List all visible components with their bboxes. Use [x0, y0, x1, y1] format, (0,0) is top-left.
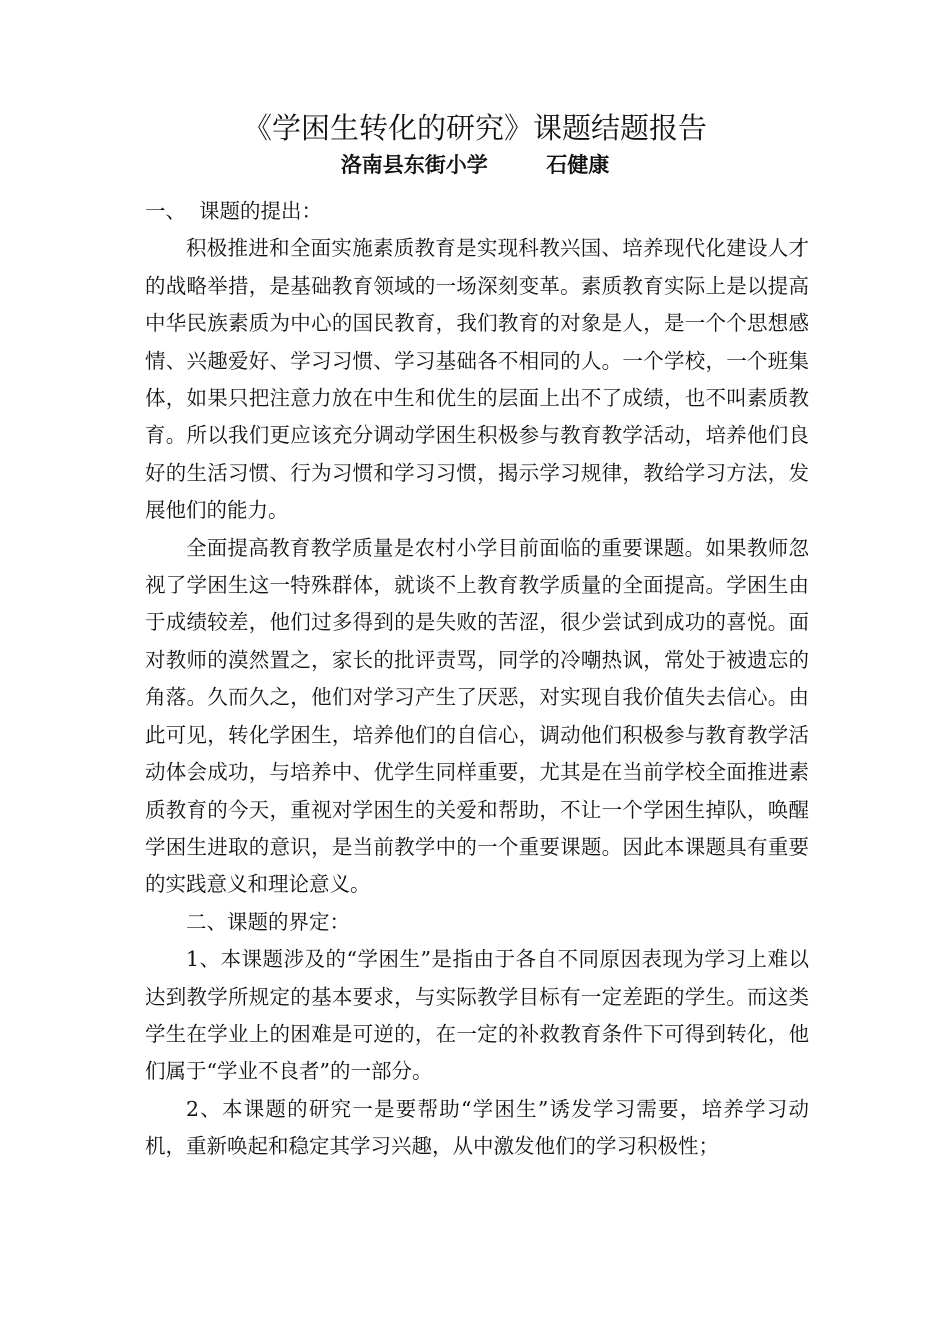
section-heading-1: 一、 课题的提出：	[145, 199, 323, 223]
author-line: 洛南县东街小学 石健康	[340, 153, 610, 177]
document-title: 《学困生转化的研究》课题结题报告	[242, 111, 707, 145]
section-heading-2: 二、课题的界定：	[186, 909, 350, 934]
paragraph-1: 积极推进和全面实施素质教育是实现科教兴国、培养现代化建设人才的战略举措，是基础教育领域的一场深刻变革。素质教育实际上是以提高中华民族素质为中心的国民教育，我们教育的对象是人，是一个个思想感情、兴趣爱好、学习习惯、学习基础各不相同的人。一个学校，一个班集体，如果只把注意力放在中生和优生的层面上出不了成绩，也不叫素质教育。所以我们更应该充分调动学困生积极参与教育教学活动，培养他们良好的生活习惯、行为习惯和学习习惯，揭示学习规律，教给学习方法，发展他们的能力。	[145, 236, 809, 523]
paragraph-4: 2、本课题的研究一是要帮助“学困生”诱发学习需要，培养学习动机，重新唤起和稳定其学习兴趣，从中激发他们的学习积极性；	[145, 1096, 809, 1159]
document-body	[145, 193, 809, 1166]
paragraph-3: 1、本课题涉及的“学困生”是指由于各自不同原因表现为学习上难以达到教学所规定的基本要求，与实际教学目标有一定差距的学生。而这类学生在学业上的困难是可逆的，在一定的补救教育条件下可得到转化，他们属于“学业不良者”的一部分。	[145, 947, 809, 1084]
paragraph-2: 全面提高教育教学质量是农村小学目前面临的重要课题。如果教师忽视了学困生这一特殊群体，就谈不上教育教学质量的全面提高。学困生由于成绩较差，他们过多得到的是失败的苦涩，很少尝试到成功的喜悦。面对教师的漠然置之，家长的批评责骂，同学的冷嘲热讽，常处于被遗忘的角落。久而久之，他们对学习产生了厌恶，对实现自我价值失去信心。由此可见，转化学困生，培养他们的自信心，调动他们积极参与教育教学活动体会成功，与培养中、优学生同样重要，尤其是在当前学校全面推进素质教育的今天，重视对学困生的关爱和帮助，不让一个学困生掉队，唤醒学困生进取的意识，是当前教学中的一个重要课题。因此本课题具有重要的实践意义和理论意义。	[145, 535, 809, 897]
